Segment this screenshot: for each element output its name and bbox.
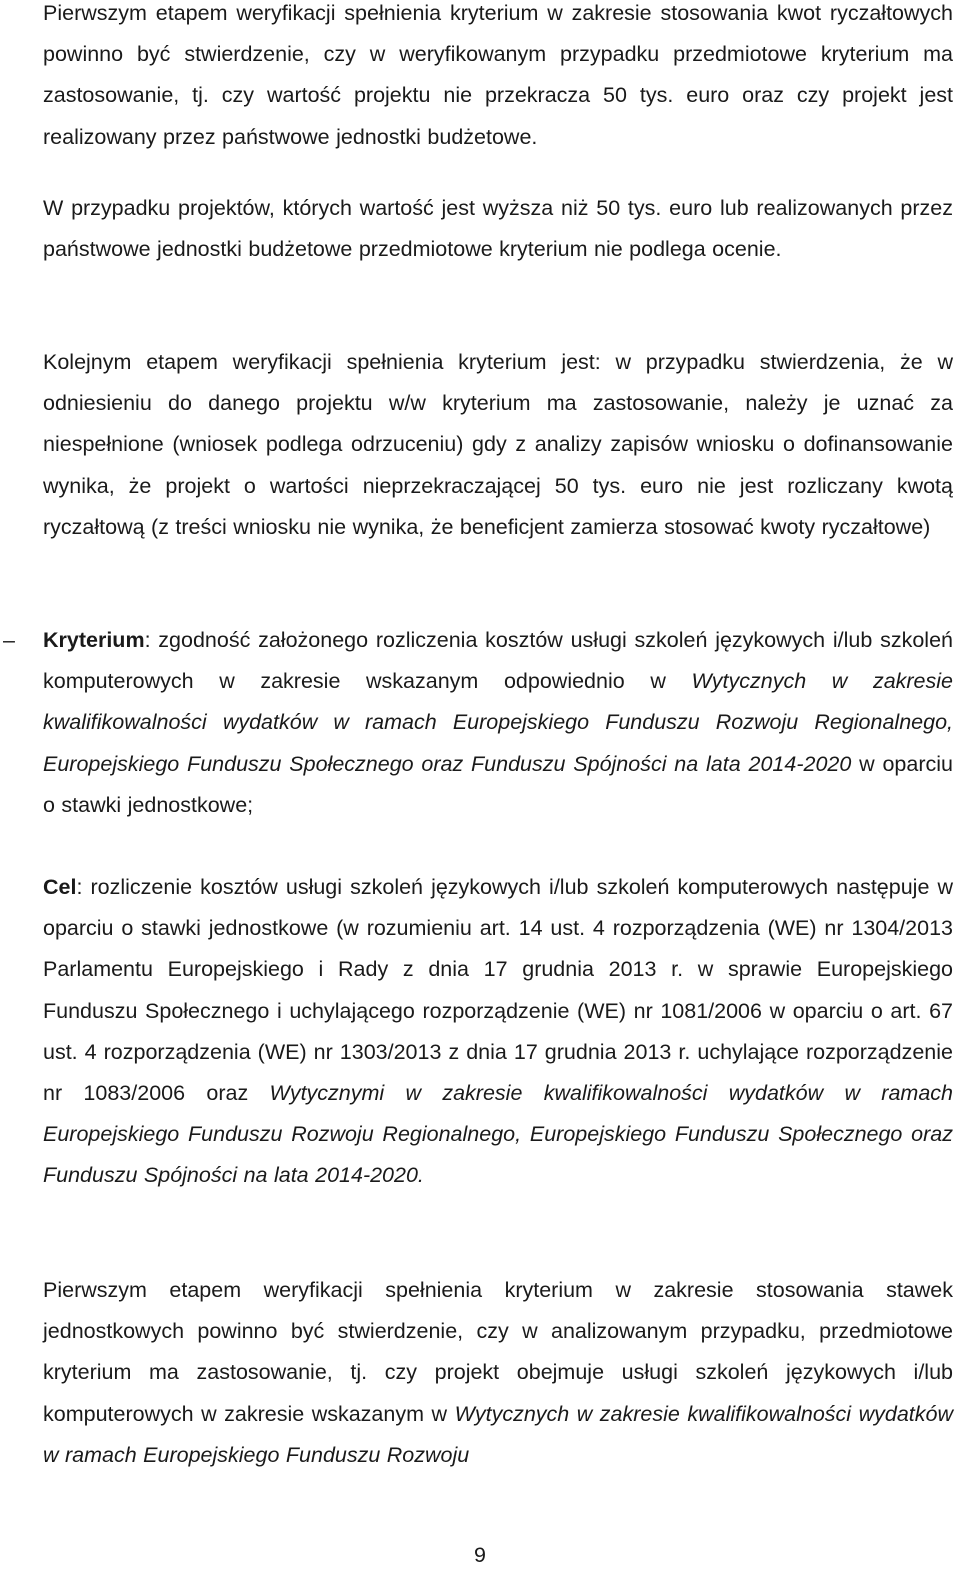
goal-label: Cel — [43, 875, 77, 899]
criterion-paragraph — [43, 620, 953, 826]
goal-paragraph — [43, 867, 953, 1197]
list-dash: – — [3, 628, 15, 652]
criterion-block — [3, 620, 954, 826]
criterion-text-end: w oparciu o stawki jednostkowe; — [43, 751, 953, 817]
goal-guidelines-title: Wytycznymi w zakresie kwalifikowalności wydatków w ramach Europejskiego Funduszu Rozwoju Regionalnego, Europejskiego Funduszu Społecznego oraz Funduszu Spójności na lata 2014-2020. — [43, 1081, 953, 1188]
paragraph-not-subject-to-assessment: W przypadku projektów, których wartość jest wyższa niż 50 tys. euro lub realizowanych przez państwowe jednostki budżetowe przedmiotowe kryterium nie podlega ocenie. — [43, 196, 953, 262]
page-number: 9 — [474, 1543, 486, 1567]
paragraph-verification-unit-rates — [43, 1270, 953, 1476]
unit-rates-guidelines-title: Wytycznych w zakresie kwalifikowalności wydatków w ramach Europejskiego Funduszu Rozwoju — [43, 1401, 953, 1467]
criterion-text: : zgodność założonego rozliczenia kosztów usługi szkoleń językowych i/lub szkoleń komputerowych w zakresie wskazanym odpowiednio w — [43, 628, 953, 694]
unit-rates-text: Pierwszym etapem weryfikacji spełnienia kryterium w zakresie stosowania stawek jednostkowych powinno być stwierdzenie, czy w analizowanym przypadku, przedmiotowe kryterium ma zastosowanie, tj. czy projekt obejmuje usługi szkoleń językowych i/lub komputerowych w zakresie wskazanym w — [43, 1278, 953, 1426]
goal-text: : rozliczenie kosztów usługi szkoleń językowych i/lub szkoleń komputerowych następuje w oparciu o stawki jednostkowe (w rozumieniu art. 14 ust. 4 rozporządzenia (WE) nr 1304/2013 Parlamentu Europejskiego i Rady z dnia 17 grudnia 2013 r. w sprawie Europejskiego Funduszu Społecznego i uchylającego rozporządzenie (WE) nr 1081/2006 w oparciu o art. 67 ust. 4 rozporządzenia (WE) nr 1303/2013 z dnia 17 grudnia 2013 r. uchylające rozporządzenie nr 1083/2006 oraz — [43, 875, 953, 1106]
criterion-guidelines-title: Wytycznych w zakresie kwalifikowalności wydatków w ramach Europejskiego Funduszu Rozwoju Regionalnego, Europejskiego Funduszu Społecznego oraz Funduszu Spójności na lata 2014-2020 — [43, 669, 954, 776]
criterion-label: Kryterium — [43, 628, 145, 652]
paragraph-verification-lump-sum: Pierwszym etapem weryfikacji spełnienia kryterium w zakresie stosowania kwot ryczałtowych powinno być stwierdzenie, czy w weryfikowanym przypadku przedmiotowe kryterium ma zastosowanie, tj. czy wartość projektu nie przekracza 50 tys. euro oraz czy projekt jest realizowany przez państwowe jednostki budżetowe. — [43, 1, 953, 149]
paragraph-next-verification-stage: Kolejnym etapem weryfikacji spełnienia kryterium jest: w przypadku stwierdzenia, że w odniesieniu do danego projektu w/w kryterium ma zastosowanie, należy je uznać za niespełnione (wniosek podlega odrzuceniu) gdy z analizy zapisów wniosku o dofinansowanie wynika, że projekt o wartości nieprzekraczającej 50 tys. euro nie jest rozliczany kwotą ryczałtową (z treści wniosku nie wynika, że beneficjent zamierza stosować kwoty ryczałtowe) — [43, 350, 953, 539]
